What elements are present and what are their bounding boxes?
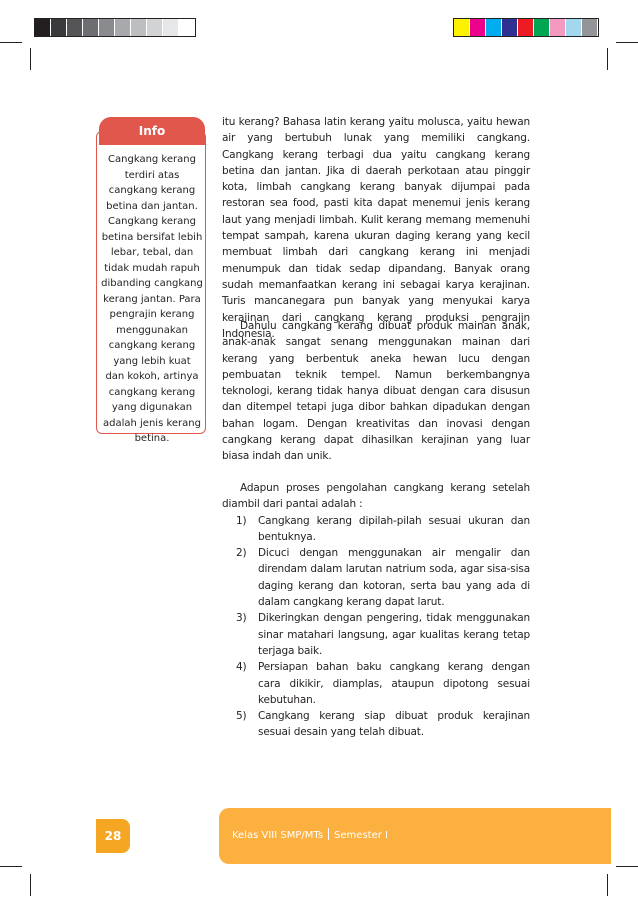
process-steps-list [222, 513, 530, 741]
crop-mark-bottom-right-h [616, 866, 638, 867]
info-line: adalah jenis kerang [103, 417, 201, 429]
crop-mark-bottom-right-v [607, 874, 608, 896]
info-line: cangkang kerang [108, 386, 196, 398]
color-swatch [486, 19, 502, 36]
info-line: betina. [134, 433, 170, 444]
step-text: Cangkang kerang dipilah-pilah sesuai ukuran dan bentuknya. [258, 514, 530, 543]
gray-calibration-bar [34, 18, 196, 37]
info-line: lebar, tebal, dan [110, 247, 194, 258]
gray-swatch [83, 19, 99, 36]
info-line: yang digunakan [111, 402, 193, 413]
gray-swatch [163, 19, 179, 36]
list-item [222, 708, 530, 741]
paragraph-3-text: Adapun proses pengolahan cangkang kerang setelah diambil dari pantai adalah : [222, 482, 530, 511]
step-number: 4) [236, 661, 247, 674]
color-swatch [550, 19, 566, 36]
info-line: Cangkang kerang [108, 154, 196, 165]
paragraph-3 [222, 480, 530, 741]
info-line: tidak mudah rapuh [104, 262, 200, 274]
crop-mark-top-right-v [607, 48, 608, 70]
semester-label: Semester I [334, 830, 388, 841]
footer-text [232, 828, 388, 844]
step-number: 2) [236, 547, 247, 560]
color-swatch [566, 19, 582, 36]
color-calibration-bar [453, 18, 599, 37]
color-swatch [534, 19, 550, 36]
gray-swatch [179, 19, 195, 36]
gray-swatch [35, 19, 51, 36]
page-number: 28 [104, 829, 122, 843]
step-text: Dikeringkan dengan pengering, tidak menggunakan sinar matahari langsung, agar kualitas kerang tetap terjaga baik. [258, 612, 530, 657]
color-swatch [454, 19, 470, 36]
color-swatch [470, 19, 486, 36]
crop-mark-bottom-left-v [30, 874, 31, 896]
paragraph-2-text: Dahulu cangkang kerang dibuat produk mainan anak, anak-anak sangat senang menggunakan mainan dari kerang yang berbentuk aneka hewan lucu dengan pembuatan teknik tempel. Namun berkembangnya teknologi, kerang tidak hanya dibuat dengan cara disusun dan ditempel tetapi juga dibor bahkan dipadukan dengan bahan logam. Dengan kreativitas dan inovasi dengan cangkang kerang dapat dihasilkan kerajinan yang luar biasa indah dan unik. [222, 320, 530, 463]
info-line: terdiri atas [124, 169, 180, 181]
step-text: Persiapan bahan baku cangkang kerang dengan cara dikikir, diamplas, ataupun dipotong sesuai kebutuhan. [258, 661, 530, 706]
color-swatch [502, 19, 518, 36]
gray-swatch [147, 19, 163, 36]
info-text [99, 152, 205, 447]
crop-mark-top-left-h [0, 42, 22, 43]
list-item [222, 659, 530, 708]
info-line: dan kokoh, artinya [105, 371, 199, 382]
info-line: pengrajin kerang [109, 309, 195, 320]
step-number: 1) [236, 514, 247, 527]
gray-swatch [51, 19, 67, 36]
list-item [222, 513, 530, 546]
paragraph-2 [222, 318, 530, 465]
class-label: Kelas VIII SMP/MTs [232, 830, 324, 841]
info-line: yang lebih kuat [113, 355, 191, 367]
info-title: Info [99, 117, 205, 145]
gray-swatch [131, 19, 147, 36]
info-line: menggunakan [116, 324, 188, 336]
gray-swatch [99, 19, 115, 36]
gray-swatch [67, 19, 83, 36]
crop-mark-top-left-v [30, 48, 31, 70]
step-text: Dicuci dengan menggunakan air mengalir dan direndam dalam larutan natrium soda, agar sisa-sisa daging kerang dan kotoran, serta bau yang ada di dalam cangkang kerang dapat larut. [258, 547, 530, 609]
paragraph-1-text: itu kerang? Bahasa latin kerang yaitu molusca, yaitu hewan air yang bertubuh lunak yang memiliki cangkang. Cangkang kerang terbagi dua yaitu cangkang kerang betina dan jantan. Jika di daerah perkotaan atau pinggir kota, limbah cangkang kerang banyak dijumpai pada restoran sea food, pasti kita dapat menemui jenis kerang laut yang menjadi limbah. Kulit kerang memang memenuhi tempat sampah, karena ukuran daging kerang yang kecil membuat limbah dari cangkang kerang ini menjadi menumpuk dan tidak sedap dipandang. Banyak orang sudah memanfaatkan kerang ini sebagai karya kerajinan. Turis mancanegara pun banyak yang menyukai karya kerajinan dari cangkang kerang produksi pengrajin Indonesia. [222, 116, 530, 340]
list-item [222, 545, 530, 610]
paragraph-1 [222, 114, 530, 342]
info-line: cangkang kerang [108, 340, 196, 351]
crop-mark-bottom-left-h [0, 866, 22, 867]
step-text: Cangkang kerang siap dibuat produk kerajinan sesuai desain yang telah dibuat. [258, 710, 530, 739]
gray-swatch [115, 19, 131, 36]
list-item [222, 610, 530, 659]
step-number: 5) [236, 710, 247, 723]
info-line: Cangkang kerang [108, 216, 196, 227]
color-swatch [518, 19, 534, 36]
step-number: 3) [236, 612, 247, 625]
info-line: betina bersifat lebih [101, 231, 203, 243]
footer-separator [328, 828, 329, 840]
crop-mark-top-right-h [616, 42, 638, 43]
info-line: kerang jantan. Para [103, 293, 201, 305]
info-line: dibanding cangkang [101, 278, 203, 289]
info-line: betina dan jantan. [106, 200, 198, 212]
info-line: cangkang kerang [108, 185, 196, 196]
color-swatch [582, 19, 598, 36]
